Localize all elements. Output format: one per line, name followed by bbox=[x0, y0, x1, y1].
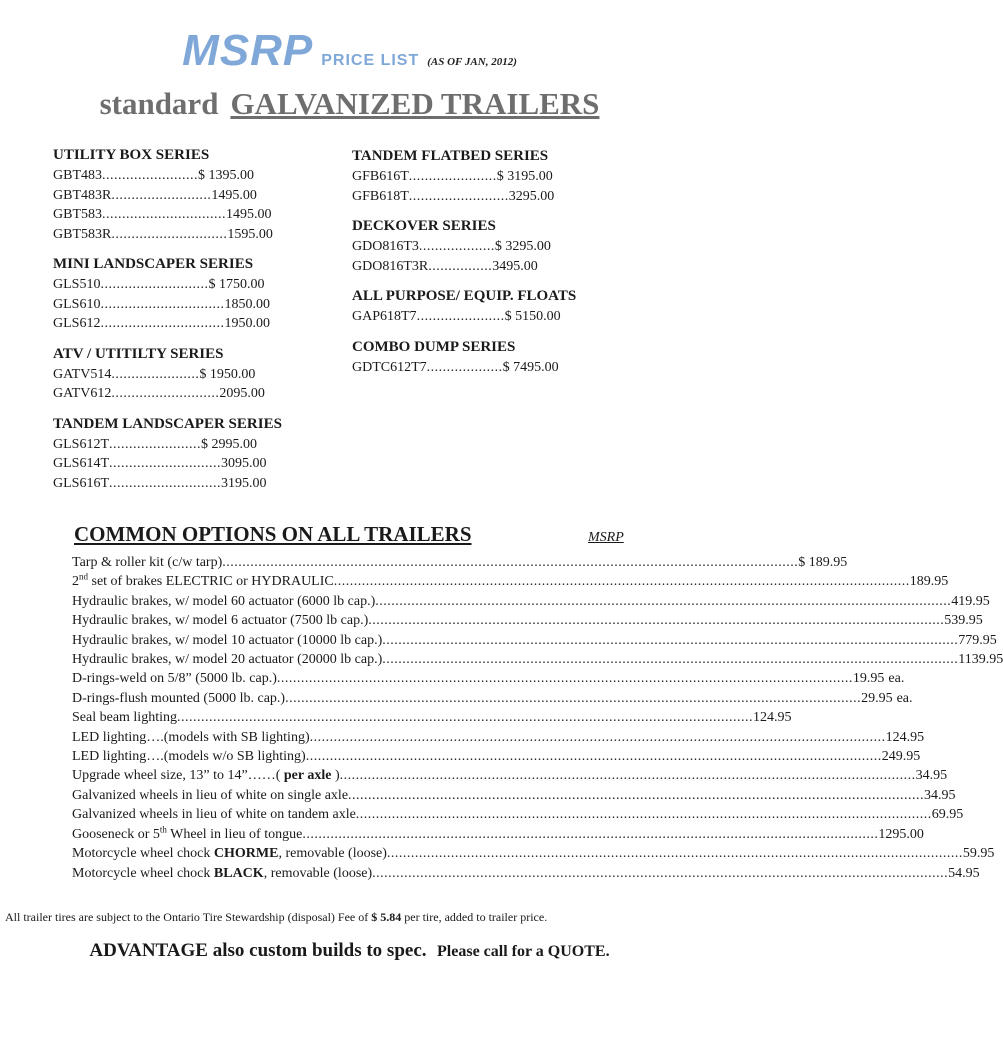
model-price: $ 1395.00 bbox=[198, 168, 254, 183]
option-price: 29.95 bbox=[861, 690, 893, 706]
option-label bbox=[72, 825, 302, 844]
option-text-tail: , removable (loose) bbox=[278, 846, 387, 862]
price-row bbox=[352, 237, 652, 257]
price-row bbox=[53, 365, 353, 385]
option-price: 124.95 bbox=[752, 710, 792, 726]
option-row bbox=[72, 571, 949, 591]
option-text: Galvanized wheels in lieu of white on tandem axle bbox=[72, 807, 356, 823]
model-price: $ 2995.00 bbox=[201, 436, 257, 452]
option-price: 59.95 bbox=[962, 846, 995, 862]
option-row bbox=[72, 553, 848, 572]
option-text: Galvanized wheels in lieu of white on single axle bbox=[72, 787, 349, 803]
dot-leader: ................................................................................................................................................ bbox=[372, 865, 949, 881]
model-code: GBT483 bbox=[53, 168, 102, 183]
dot-leader: ................................................................................................................................................ bbox=[285, 690, 862, 706]
dot-leader: ............................... bbox=[100, 296, 225, 312]
series-title: MINI LANDSCAPER SERIES bbox=[53, 256, 254, 272]
model-price: 3495.00 bbox=[492, 258, 538, 274]
price-row bbox=[352, 187, 652, 207]
price-row bbox=[53, 435, 353, 455]
option-text: LED lighting….(models with SB lighting) bbox=[72, 729, 310, 745]
model-price: 1850.00 bbox=[224, 296, 270, 312]
option-text: LED lighting….(models w/o SB lighting) bbox=[72, 749, 306, 765]
custom-build-footer bbox=[0, 940, 699, 962]
dot-leader: ................................................................................................................................................ bbox=[305, 749, 882, 765]
option-row bbox=[72, 805, 964, 824]
option-price: 419.95 bbox=[951, 593, 990, 609]
dot-leader: ........................ bbox=[102, 168, 198, 183]
option-label bbox=[72, 669, 277, 688]
option-text: Hydraulic brakes, w/ model 60 actuator (6000 lb cap.) bbox=[72, 593, 376, 609]
dot-leader: ........................... bbox=[111, 386, 220, 401]
options-msrp-label: MSRP bbox=[588, 530, 624, 545]
model-price: 1595.00 bbox=[227, 226, 273, 242]
model-code: GDO816T3 bbox=[352, 239, 419, 254]
dot-leader: ................................................................................................................................................ bbox=[375, 593, 952, 609]
dot-leader: ................................................................................................................................................ bbox=[302, 826, 879, 842]
dot-leader: ............................. bbox=[111, 226, 228, 242]
dot-leader: ................ bbox=[428, 258, 493, 274]
series-title: TANDEM FLATBED SERIES bbox=[352, 148, 549, 164]
model-price: $ 1950.00 bbox=[199, 366, 256, 382]
model-code: GAP618T7 bbox=[352, 309, 417, 324]
series-title: TANDEM LANDSCAPER SERIES bbox=[53, 415, 282, 432]
option-superscript: nd bbox=[79, 571, 88, 582]
option-label bbox=[72, 766, 340, 785]
price-row bbox=[352, 307, 652, 327]
option-text: Hydraulic brakes, w/ model 10 actuator (10000 lb cap.) bbox=[72, 632, 383, 648]
option-text: Motorcycle wheel chock bbox=[72, 846, 214, 862]
dot-leader: ................................................................................................................................................ bbox=[333, 574, 910, 590]
dot-leader: ................................................................................................................................................ bbox=[348, 787, 925, 803]
model-price: 3095.00 bbox=[221, 456, 267, 471]
model-price: $ 3195.00 bbox=[496, 169, 553, 184]
option-price: 1295.00 bbox=[878, 826, 924, 842]
price-row bbox=[53, 225, 353, 245]
dot-leader: ................................................................................................................................................ bbox=[309, 729, 886, 745]
left-series-column bbox=[53, 146, 353, 504]
dot-leader: ................................................................................................................................................ bbox=[382, 632, 959, 648]
option-text: Seal beam lighting bbox=[72, 710, 177, 726]
price-list-header bbox=[0, 26, 699, 76]
footer-call: Please call for a QUOTE. bbox=[437, 943, 610, 960]
option-label bbox=[72, 708, 177, 727]
dot-leader: ................................................................................................................................................ bbox=[386, 846, 963, 862]
option-label bbox=[72, 553, 222, 572]
footnote-text: All trailer tires are subject to the Ontario Tire Stewardship (disposal) Fee of bbox=[5, 910, 372, 924]
option-row bbox=[72, 747, 921, 766]
model-price: 1950.00 bbox=[224, 316, 270, 331]
option-price: 539.95 bbox=[944, 613, 983, 629]
tire-fee-footnote bbox=[5, 910, 697, 925]
option-row bbox=[72, 786, 956, 805]
footer-main: ADVANTAGE also custom builds to spec. bbox=[89, 940, 427, 961]
option-text: Upgrade wheel size, 13” to 14”……( bbox=[72, 768, 284, 784]
price-row bbox=[53, 205, 353, 225]
dot-leader: ............................... bbox=[100, 316, 225, 331]
dot-leader: ................................................................................................................................................ bbox=[368, 613, 945, 629]
option-text-tail: Wheel in lieu of tongue bbox=[166, 826, 303, 842]
option-text: Hydraulic brakes, w/ model 6 actuator (7500 lb cap.) bbox=[72, 613, 369, 629]
option-price: 54.95 bbox=[948, 865, 980, 881]
options-title: COMMON OPTIONS ON ALL TRAILERS bbox=[74, 522, 472, 546]
option-row bbox=[72, 844, 995, 863]
option-label bbox=[72, 611, 368, 630]
dot-leader: ................................................................................................................................................ bbox=[382, 652, 959, 668]
option-label bbox=[72, 572, 334, 591]
model-code: GLS612 bbox=[53, 316, 101, 331]
series-block bbox=[53, 415, 353, 494]
dot-leader: ...................... bbox=[408, 169, 497, 184]
as-of-date: (AS OF JAN, 2012) bbox=[427, 56, 517, 68]
price-row bbox=[352, 257, 652, 277]
option-text: D-rings-weld on 5/8” (5000 lb. cap.) bbox=[72, 671, 277, 687]
dot-leader: ............................ bbox=[109, 456, 221, 471]
right-series-column bbox=[352, 147, 652, 388]
option-bold-text: CHORME bbox=[213, 846, 279, 862]
series-block bbox=[53, 146, 353, 244]
option-price: 69.95 bbox=[931, 807, 964, 823]
option-label bbox=[72, 864, 372, 883]
model-price: 2095.00 bbox=[219, 386, 265, 401]
option-label bbox=[72, 786, 348, 805]
option-price: 34.95 bbox=[924, 787, 956, 803]
option-row bbox=[72, 592, 990, 611]
dot-leader: ...................... bbox=[111, 366, 200, 382]
dot-leader: ........................... bbox=[100, 277, 209, 292]
dot-leader: ......................... bbox=[111, 187, 212, 203]
option-text: D-rings-flush mounted (5000 lb. cap.) bbox=[72, 690, 286, 706]
model-price: $ 1750.00 bbox=[208, 277, 265, 292]
model-code: GLS612T bbox=[53, 436, 109, 452]
option-bold-text: per axle bbox=[283, 768, 332, 784]
option-text: Hydraulic brakes, w/ model 20 actuator (20000 lb cap.) bbox=[72, 652, 383, 668]
dot-leader: ...................... bbox=[416, 309, 505, 324]
price-row bbox=[53, 454, 353, 474]
price-row bbox=[53, 384, 353, 404]
model-price: 3195.00 bbox=[221, 475, 267, 491]
option-row bbox=[72, 650, 1003, 669]
series-title: COMBO DUMP SERIES bbox=[352, 338, 516, 355]
option-superscript: th bbox=[159, 824, 167, 835]
dot-leader: ................................................................................................................................................ bbox=[355, 807, 932, 823]
price-list-label: PRICE LIST bbox=[321, 52, 420, 69]
option-label bbox=[72, 650, 382, 669]
option-bold-text: BLACK bbox=[213, 865, 264, 881]
model-code: GLS510 bbox=[53, 277, 101, 292]
option-price: 1139.95 bbox=[958, 652, 1003, 668]
option-row bbox=[72, 611, 983, 630]
price-row bbox=[53, 295, 353, 315]
series-block bbox=[352, 147, 652, 206]
option-text: Gooseneck or 5 bbox=[72, 826, 160, 842]
series-title: DECKOVER SERIES bbox=[352, 218, 496, 234]
galvanized-trailers-title: GALVANIZED TRAILERS bbox=[230, 86, 600, 121]
option-price: 249.95 bbox=[881, 749, 921, 765]
option-text: 2 bbox=[72, 574, 79, 590]
price-row bbox=[53, 166, 353, 186]
dot-leader: ................... bbox=[426, 359, 503, 375]
model-code: GLS614T bbox=[53, 456, 109, 471]
option-text-tail: set of brakes ELECTRIC or HYDRAULIC bbox=[88, 574, 334, 590]
series-title: ALL PURPOSE/ EQUIP. FLOATS bbox=[352, 288, 577, 304]
option-text: Tarp & roller kit (c/w tarp) bbox=[72, 555, 223, 570]
option-text-tail: , removable (loose) bbox=[263, 865, 373, 881]
option-row bbox=[72, 631, 997, 650]
model-price: 3295.00 bbox=[508, 188, 555, 204]
model-code: GBT483R bbox=[53, 187, 112, 203]
price-row bbox=[53, 314, 353, 334]
price-row bbox=[53, 186, 353, 206]
model-code: GLS616T bbox=[53, 475, 109, 491]
dot-leader: ................................................................................................................................................ bbox=[339, 768, 916, 784]
option-price: $ 189.95 bbox=[798, 555, 848, 570]
dot-leader: ................................................................................................................................................ bbox=[176, 710, 753, 726]
dot-leader: ......................... bbox=[408, 188, 509, 204]
dot-leader: ................................................................................................................................................ bbox=[222, 555, 799, 570]
options-list bbox=[72, 553, 1003, 883]
model-price: $ 5150.00 bbox=[504, 309, 561, 324]
model-code: GDO816T3R bbox=[352, 258, 429, 274]
model-code: GLS610 bbox=[53, 296, 101, 312]
option-label bbox=[72, 631, 382, 650]
series-title: ATV / UTITILTY SERIES bbox=[53, 345, 224, 362]
msrp-heading: MSRP bbox=[182, 26, 314, 75]
model-code: GBT583R bbox=[53, 226, 112, 242]
option-label bbox=[72, 728, 310, 747]
model-price: 1495.00 bbox=[211, 187, 257, 203]
option-label bbox=[72, 805, 356, 824]
option-text-tail: ) bbox=[331, 768, 340, 784]
model-code: GATV612 bbox=[53, 386, 112, 401]
footnote-amount: $ 5.84 bbox=[371, 910, 402, 924]
option-label bbox=[72, 689, 285, 708]
dot-leader: ............................... bbox=[102, 207, 226, 222]
model-price: 1495.00 bbox=[226, 207, 272, 222]
option-row bbox=[72, 864, 980, 883]
option-price: 19.95 bbox=[852, 671, 885, 687]
option-text: Motorcycle wheel chock bbox=[72, 865, 214, 881]
page-title bbox=[0, 86, 699, 122]
option-price: 779.95 bbox=[958, 632, 997, 648]
model-code: GDTC612T7 bbox=[352, 359, 427, 375]
model-code: GATV514 bbox=[53, 366, 112, 382]
model-code: GBT583 bbox=[53, 207, 102, 222]
series-block bbox=[53, 345, 353, 404]
model-price: $ 7495.00 bbox=[502, 359, 559, 375]
price-row bbox=[53, 474, 353, 494]
option-row bbox=[72, 728, 925, 747]
series-block bbox=[352, 338, 652, 378]
dot-leader: ....................... bbox=[109, 436, 201, 452]
option-row: D-rings-weld on 5/8” (5000 lb. cap.) ................................................................................................................................................ 19.95 ea. bbox=[72, 669, 642, 688]
option-row bbox=[72, 824, 924, 844]
dot-leader: ............................ bbox=[109, 475, 221, 491]
dot-leader: ................... bbox=[418, 239, 495, 254]
option-price: 124.95 bbox=[885, 729, 925, 745]
series-title: UTILITY BOX SERIES bbox=[53, 147, 210, 163]
option-price: 189.95 bbox=[909, 574, 949, 590]
option-row bbox=[72, 708, 792, 727]
option-price: 34.95 bbox=[915, 768, 948, 784]
series-block bbox=[53, 255, 353, 334]
option-label bbox=[72, 747, 306, 766]
option-label bbox=[72, 844, 387, 863]
model-code: GFB618T bbox=[352, 188, 409, 204]
price-row bbox=[352, 358, 652, 378]
series-block bbox=[352, 287, 652, 327]
standard-label: standard bbox=[99, 86, 219, 121]
price-row bbox=[53, 275, 353, 295]
series-block bbox=[352, 217, 652, 276]
option-row bbox=[72, 766, 948, 785]
model-price: $ 3295.00 bbox=[494, 239, 551, 254]
dot-leader: ................................................................................................................................................ bbox=[276, 671, 853, 687]
footnote-after: per tire, added to trailer price. bbox=[401, 910, 548, 924]
model-code: GFB616T bbox=[352, 169, 409, 184]
price-row bbox=[352, 167, 652, 187]
option-row: D-rings-flush mounted (5000 lb. cap.) ................................................................................................................................................ 29.95 ea. bbox=[72, 689, 642, 708]
option-label bbox=[72, 592, 375, 611]
